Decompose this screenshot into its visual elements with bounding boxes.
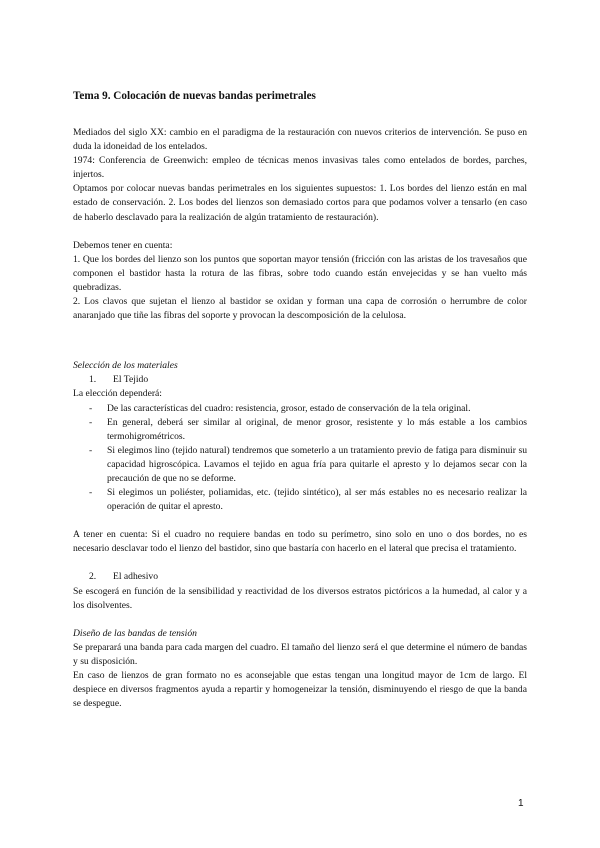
adhesive-number: 2. bbox=[89, 571, 97, 583]
fabric-bullet-list bbox=[73, 402, 527, 515]
design-heading: Diseño de las bandas de tensión bbox=[73, 627, 197, 639]
dash-marker: - bbox=[89, 416, 93, 428]
list-item bbox=[73, 486, 527, 514]
fabric-note: A tener en cuenta: Si el cuadro no requiere bandas en todo su perímetro, sino solo en uno o dos bordes, no es necesario desclavar todo el lienzo del bastidor, sino que bastaría con hacerlo en el lateral que precisa el tratamiento. bbox=[73, 529, 527, 555]
fabric-number: 1. bbox=[89, 374, 97, 386]
spacer bbox=[73, 514, 527, 528]
spacer bbox=[73, 613, 527, 627]
list-item-text: En general, deberá ser similar al original, de menor grosor, resistente y lo más estable a los cambios termohigrométricos. bbox=[107, 416, 527, 442]
fabric-label: El Tejido bbox=[113, 374, 149, 386]
consider-item: 2. Los clavos que sujetan el lienzo al bastidor se oxidan y forman una capa de corrosión o herrumbre de color anaranjado que tiñe las fibras del soporte y provocan la descomposición de la celulosa. bbox=[73, 296, 527, 322]
spacer bbox=[73, 225, 527, 239]
intro-paragraph: 1974: Conferencia de Greenwich: empleo de técnicas menos invasivas tales como entelados de bordes, parches, injertos. bbox=[73, 155, 527, 181]
dash-marker: - bbox=[89, 444, 93, 456]
adhesive-subheading bbox=[89, 570, 527, 584]
dash-marker: - bbox=[89, 487, 93, 499]
list-item bbox=[73, 402, 527, 416]
dash-marker: - bbox=[89, 402, 93, 414]
consider-item: 1. Que los bordes del lienzo son los puntos que soportan mayor tensión (fricción con las aristas de los travesaños que componen el bastidor hasta la rotura de las fibras, sobre todo cuando están envejecidas y se han vuelto más quebradizas. bbox=[73, 253, 527, 293]
intro-paragraph: Optamos por colocar nuevas bandas perimetrales en los siguientes supuestos: 1. Los bordes del lienzo están en mal estado de conservación. 2. Los bodes del lienzos son demasiado cortos para que podamos volver a tensarlo (en caso de haberlo desclavado para la realización de algún tratamiento de restauración). bbox=[73, 183, 527, 223]
consider-heading: Debemos tener en cuenta: bbox=[73, 239, 173, 251]
spacer bbox=[73, 323, 527, 345]
page-title: Tema 9. Colocación de nuevas bandas perimetrales bbox=[73, 90, 316, 102]
spacer bbox=[73, 345, 527, 359]
page-number: 1 bbox=[518, 798, 524, 809]
spacer bbox=[73, 556, 527, 570]
page-content bbox=[73, 88, 527, 711]
list-item bbox=[73, 416, 527, 444]
adhesive-paragraph: Se escogerá en función de la sensibilidad y reactividad de los diversos estratos pictóricos a la humedad, al calor y a los disolventes. bbox=[73, 585, 527, 611]
list-item-text: Si elegimos un poliéster, poliamidas, etc. (tejido sintético), al ser más estables no es necesario realizar la operación de quitar el apresto. bbox=[107, 487, 527, 513]
fabric-lead: La elección dependerá: bbox=[73, 388, 162, 400]
design-paragraph: En caso de lienzos de gran formato no es aconsejable que estas tengan una longitud mayor de 1cm de largo. El despiece en diversos fragmentos ayuda a repartir y homogeneizar la tensión, disminuyendo el riesgo de que la banda se despegue. bbox=[73, 670, 527, 710]
adhesive-label: El adhesivo bbox=[113, 571, 159, 583]
list-item bbox=[73, 444, 527, 486]
list-item-text: De las características del cuadro: resistencia, grosor, estado de conservación de la tela original. bbox=[107, 402, 471, 414]
materials-heading: Selección de los materiales bbox=[73, 360, 178, 372]
design-paragraph: Se preparará una banda para cada margen del cuadro. El tamaño del lienzo será el que determine el número de bandas y su disposición. bbox=[73, 641, 527, 667]
intro-paragraph: Mediados del siglo XX: cambio en el paradigma de la restauración con nuevos criterios de intervención. Se puso en duda la idoneidad de los entelados. bbox=[73, 127, 527, 153]
list-item-text: Si elegimos lino (tejido natural) tendremos que someterlo a un tratamiento previo de fatiga para disminuir su capacidad higroscópica. Lavamos el tejido en agua fría para quitarle el apresto y lo dejamos secar con la precaución de que no se deforme. bbox=[107, 444, 527, 484]
fabric-subheading bbox=[89, 373, 527, 387]
